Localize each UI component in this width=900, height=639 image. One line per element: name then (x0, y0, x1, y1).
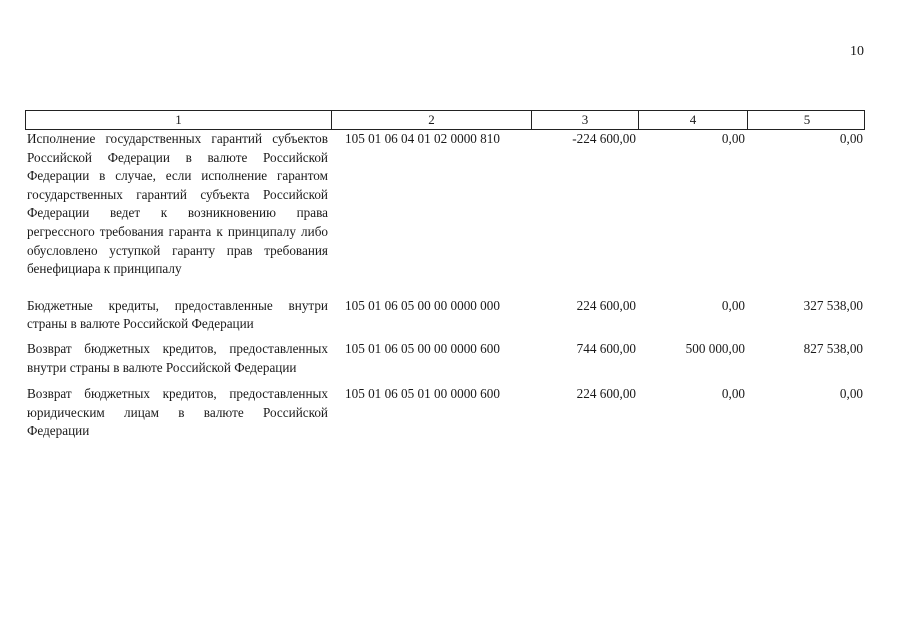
row-value-col3: 224 600,00 (576, 297, 636, 313)
row-value-col5: 827 538,00 (803, 340, 863, 356)
column-header-3: 3 (532, 111, 639, 129)
budget-table (25, 110, 865, 441)
row-value-col4: 0,00 (721, 131, 745, 146)
row-value-col5: 0,00 (839, 386, 863, 402)
column-header-2: 2 (332, 111, 532, 129)
row-name-cell: Исполнение государственных гарантий субъектов Российской Федерации в валюте Российской Федерации в случае, если исполнение гарантом государственных гарантий субъекта Российской Федерации ведет к возникновению права регрессного требования гаранта к принципалу либо обусловлено уступкой гаранту прав требования бенефициара к принципалу (27, 131, 328, 277)
row-code-cell: 105 01 06 05 01 00 0000 600 (345, 386, 500, 402)
row-code-cell: 105 01 06 05 00 00 0000 600 (345, 340, 500, 356)
row-value-col3: 744 600,00 (576, 340, 636, 356)
row-value-col4: 0,00 (721, 386, 745, 402)
row-value-col4: 500 000,00 (685, 340, 745, 356)
row-value-col5: 327 538,00 (803, 297, 863, 313)
table-row (25, 297, 865, 334)
row-value-col5: 0,00 (839, 131, 863, 146)
column-header-5: 5 (803, 112, 811, 127)
table-header-row (25, 110, 865, 130)
table-row (25, 385, 865, 441)
row-value-col4: 0,00 (721, 297, 745, 313)
row-value-col3: -224 600,00 (572, 131, 636, 146)
table-row (25, 340, 865, 377)
row-code-cell: 105 01 06 04 01 02 0000 810 (345, 131, 500, 146)
column-header-1: 1 (26, 111, 332, 129)
column-header-4: 4 (639, 111, 748, 129)
row-value-col3: 224 600,00 (576, 386, 636, 402)
page-number: 10 (850, 44, 864, 59)
table-row (25, 130, 865, 279)
row-code-cell: 105 01 06 05 00 00 0000 000 (345, 297, 500, 313)
row-name-cell: Бюджетные кредиты, предоставленные внутри страны в валюте Российской Федерации (27, 297, 328, 332)
row-name-cell: Возврат бюджетных кредитов, предоставленных юридическим лицам в валюте Российской Федерации (27, 386, 328, 439)
row-name-cell: Возврат бюджетных кредитов, предоставленных внутри страны в валюте Российской Федерации (27, 340, 328, 375)
